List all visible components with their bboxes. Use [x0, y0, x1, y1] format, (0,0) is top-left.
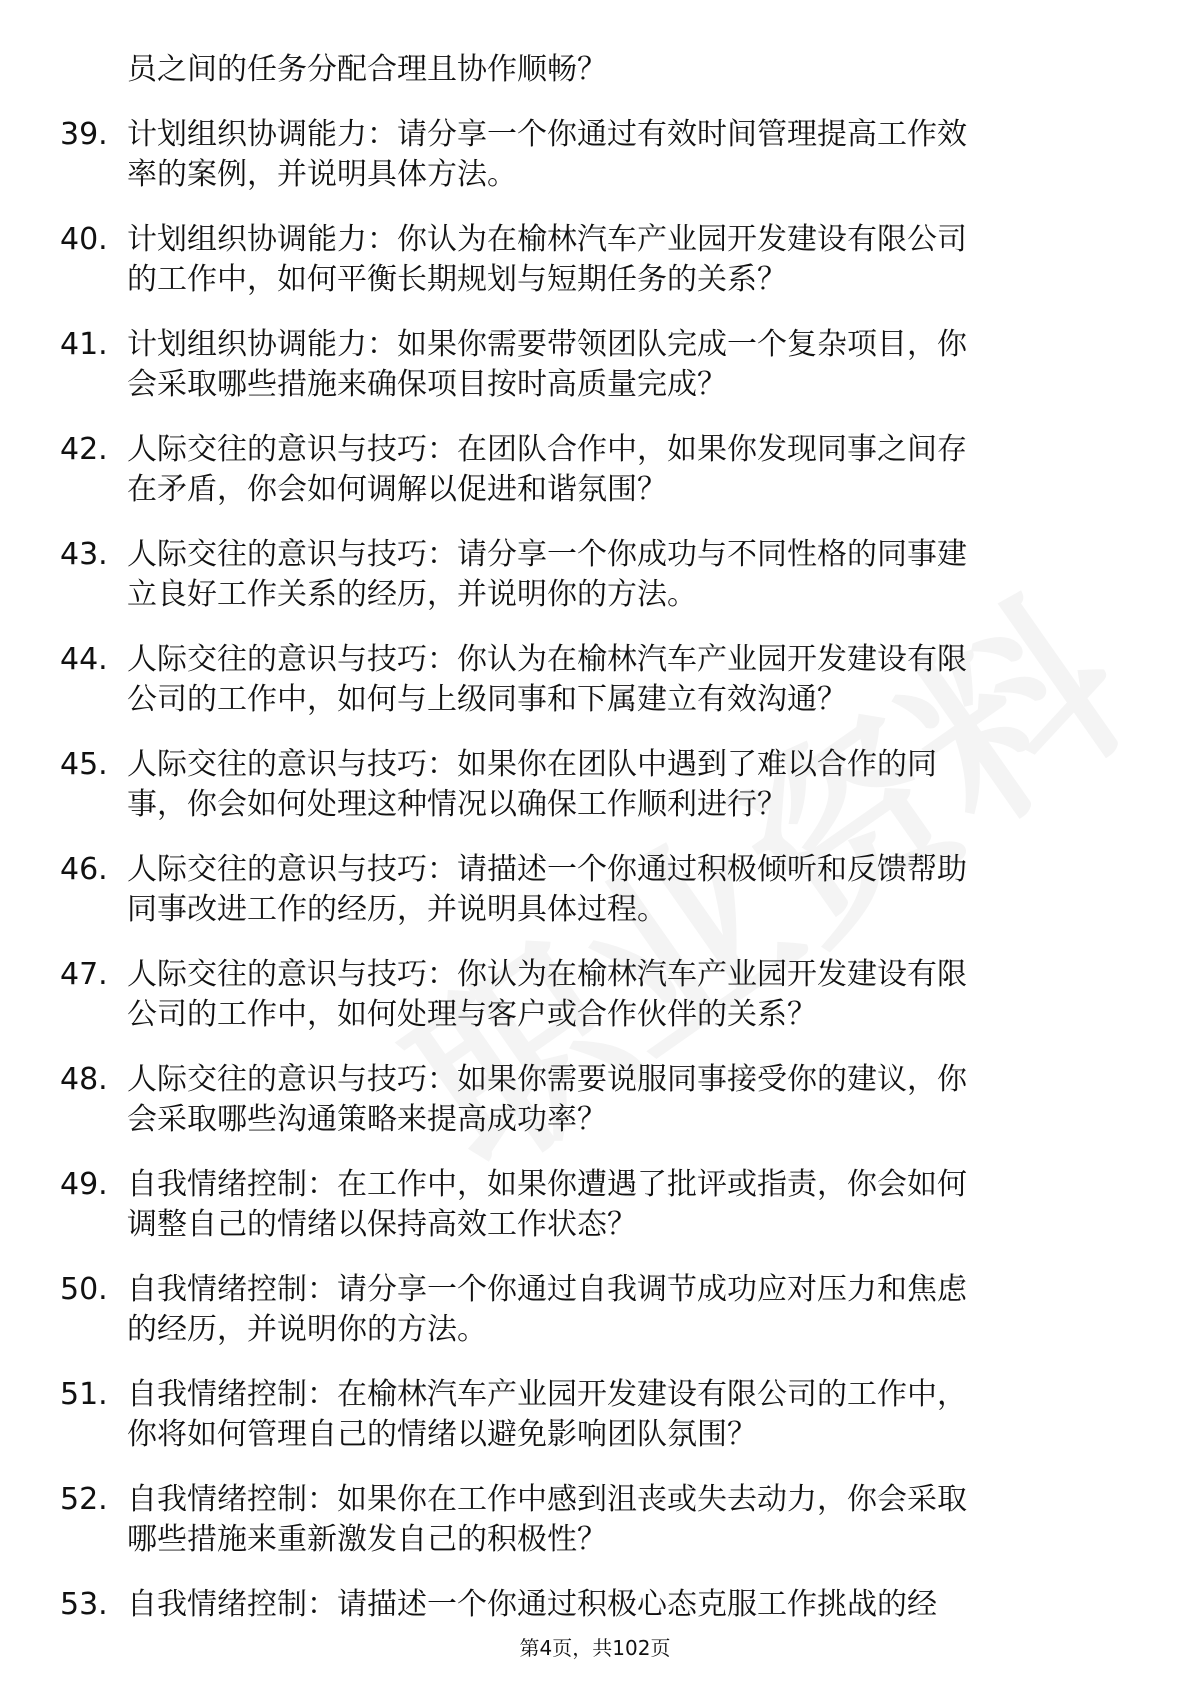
question-text-line: 的经历，并说明你的方法。 — [127, 1312, 487, 1347]
question-number: 39. — [60, 117, 108, 152]
question-list — [60, 50, 1110, 1625]
question-text-line: 自我情绪控制：请描述一个你通过积极心态克服工作挑战的经 — [127, 1587, 937, 1622]
question-text-line: 率的案例，并说明具体方法。 — [127, 157, 517, 192]
question-text-line: 会采取哪些措施来确保项目按时高质量完成？ — [127, 367, 727, 402]
question-item — [60, 1585, 1110, 1625]
question-item — [60, 745, 1110, 825]
page-footer: 第4页，共102页 — [519, 1636, 671, 1660]
question-text-line: 事，你会如何处理这种情况以确保工作顺利进行？ — [127, 787, 787, 822]
question-text-line: 人际交往的意识与技巧：在团队合作中，如果你发现同事之间存 — [127, 432, 967, 467]
question-text-line: 自我情绪控制：如果你在工作中感到沮丧或失去动力，你会采取 — [127, 1482, 967, 1517]
question-text-line: 公司的工作中，如何处理与客户或合作伙伴的关系？ — [127, 997, 817, 1032]
question-item — [60, 115, 1110, 195]
question-number: 48. — [60, 1062, 108, 1097]
question-number: 53. — [60, 1587, 108, 1622]
question-number: 44. — [60, 642, 108, 677]
question-text-line: 同事改进工作的经历，并说明具体过程。 — [127, 892, 667, 927]
question-text-line: 人际交往的意识与技巧：如果你在团队中遇到了难以合作的同 — [127, 747, 937, 782]
question-number: 46. — [60, 852, 108, 887]
question-number: 47. — [60, 957, 108, 992]
question-number: 51. — [60, 1377, 108, 1412]
question-item — [60, 1060, 1110, 1140]
question-number: 40. — [60, 222, 108, 257]
question-text-line: 的工作中，如何平衡长期规划与短期任务的关系？ — [127, 262, 787, 297]
question-text-line: 人际交往的意识与技巧：如果你需要说服同事接受你的建议，你 — [127, 1062, 967, 1097]
question-text-line: 人际交往的意识与技巧：请分享一个你成功与不同性格的同事建 — [127, 537, 967, 572]
question-item — [60, 640, 1110, 720]
question-text-line: 计划组织协调能力：请分享一个你通过有效时间管理提高工作效 — [127, 117, 967, 152]
question-text-line: 自我情绪控制：在工作中，如果你遭遇了批评或指责，你会如何 — [127, 1167, 967, 1202]
question-number: 42. — [60, 432, 108, 467]
continuation-line: 员之间的任务分配合理且协作顺畅？ — [127, 52, 607, 87]
question-item — [60, 955, 1110, 1035]
question-text-line: 哪些措施来重新激发自己的积极性？ — [127, 1522, 607, 1557]
question-text-line: 自我情绪控制：请分享一个你通过自我调节成功应对压力和焦虑 — [127, 1272, 967, 1307]
question-item — [60, 1270, 1110, 1350]
question-text-line: 立良好工作关系的经历，并说明你的方法。 — [127, 577, 697, 612]
question-text-line: 调整自己的情绪以保持高效工作状态？ — [127, 1207, 637, 1242]
question-text-line: 计划组织协调能力：你认为在榆林汽车产业园开发建设有限公司 — [127, 222, 967, 257]
question-item — [60, 850, 1110, 930]
question-number: 43. — [60, 537, 108, 572]
question-item — [60, 325, 1110, 405]
question-text-line: 人际交往的意识与技巧：你认为在榆林汽车产业园开发建设有限 — [127, 957, 967, 992]
question-item — [60, 220, 1110, 300]
question-item — [60, 430, 1110, 510]
question-text-line: 在矛盾，你会如何调解以促进和谐氛围？ — [127, 472, 667, 507]
question-text-line: 你将如何管理自己的情绪以避免影响团队氛围？ — [127, 1417, 757, 1452]
question-text-line: 公司的工作中，如何与上级同事和下属建立有效沟通？ — [127, 682, 847, 717]
question-items — [60, 115, 1110, 1625]
question-item — [60, 1480, 1110, 1560]
question-text-line: 人际交往的意识与技巧：请描述一个你通过积极倾听和反馈帮助 — [127, 852, 967, 887]
question-number: 49. — [60, 1167, 108, 1202]
question-number: 52. — [60, 1482, 108, 1517]
question-number: 45. — [60, 747, 108, 782]
question-item — [60, 535, 1110, 615]
question-number: 50. — [60, 1272, 108, 1307]
question-item — [60, 1375, 1110, 1455]
question-item — [60, 1165, 1110, 1245]
question-number: 41. — [60, 327, 108, 362]
question-text-line: 人际交往的意识与技巧：你认为在榆林汽车产业园开发建设有限 — [127, 642, 967, 677]
question-text-line: 自我情绪控制：在榆林汽车产业园开发建设有限公司的工作中， — [127, 1377, 967, 1412]
question-text-line: 计划组织协调能力：如果你需要带领团队完成一个复杂项目，你 — [127, 327, 967, 362]
question-text-line: 会采取哪些沟通策略来提高成功率？ — [127, 1102, 607, 1137]
